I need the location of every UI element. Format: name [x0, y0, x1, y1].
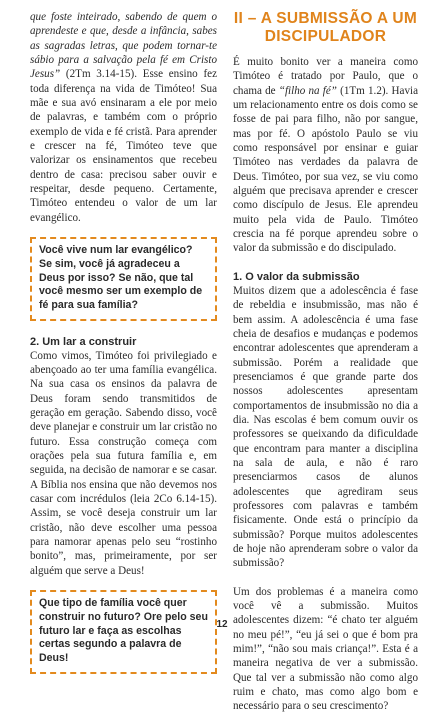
discipleship-intro-paragraph [233, 55, 418, 256]
intro-text: (2Tm 3.14-15). Esse ensino fez toda diferença na vida de Timóteo! Sua mãe e sua avó ensinaram a ele por meio de palavras, e também com o próprio exemplo de vida e fé cristã. Para aprender e crescer na fé, Timóteo teve que valorizar os ensinamentos que recebeu dentro de casa: precisou saber ouvir e respeitar, desde pequeno. Certamente, Timóteo entendeu o valor de um lar evangélico. [30, 68, 217, 224]
callout-1-text: Você vive num lar evangélico? Se sim, você já agradeceu a Deus por isso? Se não, que tal você mesmo ser um exemplo de fé para sua família? [39, 244, 203, 311]
callout-2-text: Que tipo de família você quer construir no futuro? Ore pelo seu futuro lar e faça as escolhas certas segundo a palavra de Deus! [39, 597, 208, 664]
section-1-heading: 1. O valor da submissão [233, 270, 360, 283]
reflection-callout-1 [30, 237, 217, 321]
section-2-paragraph: Como vimos, Timóteo foi privilegiado e abençoado ao ter uma família evangélica. Na sua casa os ensinos da palavra de Deus foram sendo transmitidos de geração em geração. Sabendo disso, você deve planejar e construir um lar cristão no futuro. Essa construção começa com orações pela sua futura família e, em seguida, na decisão de namorar e se casar. A Bíblia nos ensina que não devemos nos casar com incrédulos (leia 2Co 6.14-15). Assim, se você deseja construir um lar cristão, não deve escolher uma pessoa para namorar apenas pelo seu “rostinho bonito”, mas, primeiramente, por ser alguém que serve a Deus! [30, 349, 217, 577]
page-number: 12 [216, 619, 228, 630]
reflection-callout-2 [30, 590, 217, 674]
right-column [233, 10, 418, 714]
section-1-paragraph: Muitos dizem que a adolescência é fase de rebeldia e insubmissão, mas não é bem assim. A adolescência é uma fase cheia de desafios e mudanças e podemos encontrar adolescentes que aprenderam a submissão. Porém a realidade que presenciamos é que grande parte dos nossos adolescentes apresentam comportamentos de insubmissão no dia a dia. Nas escolas é bem comum ouvir os professores se queixando da dificuldade que encontram para manter a disciplina na sala de aula, e não é raro presenciarmos casos de alunos adolescentes que agrediram seus professores com palavras e também fisicamente. Onde está o princípio da submissão? Porque muitos adolescentes de hoje não aprenderam sobre o valor da submissão? [233, 284, 418, 570]
intro-text-a: É muito bonito ver a maneira como Timóteo é tratado por Paulo, que o chama de [233, 56, 418, 97]
intro-paragraph [30, 10, 217, 225]
scripture-quote: que foste inteirado, sabendo de quem o aprendeste e que, desde a infância, sabes as sagradas letras, que podem tornar-te sábio para a salvação pela fé em Cristo Jesus” [30, 11, 217, 81]
intro-text-b: (1Tm 1.2). Havia um relacionamento entre os dois como se fosse de pai para filho, não por sangue, mas por fé. O apóstolo Paulo se viu como responsável por ensinar e guiar Timóteo nas verdades da palavra de Deus. Timóteo, por sua vez, se viu como alguém que precisava aprender e crescer como discípulo de Jesus. Ele aprendeu muito pela vida de Paulo. Timóteo crescia na fé porque aprendeu sobre o valor da submissão e do discipulado. [233, 84, 419, 255]
section-2-heading: 2. Um lar a construir [30, 335, 137, 348]
filho-na-fe-quote: “filho na fé” [278, 84, 337, 97]
left-column [30, 10, 217, 674]
section-title: II – A SUBMISSÃO A UM DISCIPULADOR [233, 10, 418, 45]
closing-paragraph: Um dos problemas é a maneira como você vê a submissão. Muitos adolescentes dizem: “é chato ter alguém no meu pé!”, “eu já sei o que é bom pra mim!”, “não sou mais criança!”. Esta é a maneira negativa de ver a submissão. Que tal ver a submissão não como algo ruim e chato, mas como algo bom e necessário para o seu crescimento? [233, 585, 418, 713]
